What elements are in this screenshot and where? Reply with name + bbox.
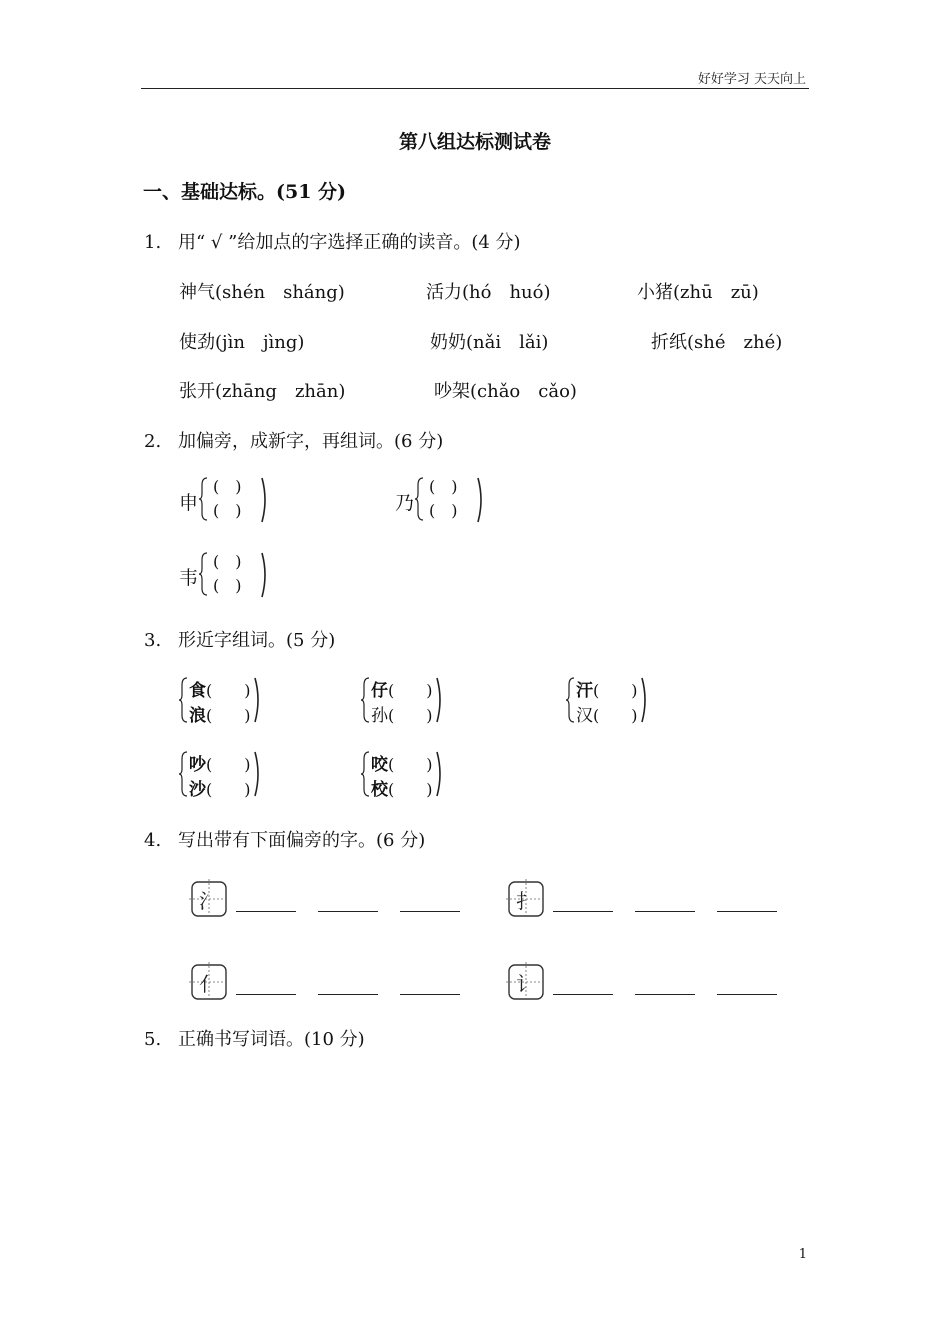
char: 仔 [371,681,388,701]
right-bracket [254,677,262,723]
question-number: 3. [144,630,162,651]
radical-box [506,879,546,919]
right-bracket [436,677,444,723]
radical-character: 扌 [516,889,536,913]
right-bracket [641,677,649,723]
left-brace [415,477,424,521]
radical-character: 氵 [199,889,219,913]
answer-blank[interactable]: ( ) [429,501,458,520]
answer-blank[interactable]: ( ) [429,477,458,496]
section-heading: 一、基础达标。(51 分) [143,181,347,203]
answer-blank[interactable]: ( ) [388,780,433,799]
radical-character: 讠 [516,972,536,996]
left-brace [199,477,208,521]
similar-char-pair [566,676,656,728]
answer-line[interactable] [553,994,613,995]
answer-line[interactable] [318,911,378,912]
left-brace [179,677,188,723]
left-brace [566,677,575,723]
char: 校 [371,780,388,800]
left-brace [361,677,370,723]
header-motto: 好好学习 天天向上 [697,72,806,87]
answer-blank[interactable]: ( ) [593,706,638,725]
left-brace [361,751,370,797]
similar-char-pair [179,676,269,728]
answer-blank[interactable]: ( ) [206,755,251,774]
question-2 [144,427,443,453]
answer-line[interactable] [236,911,296,912]
question-4 [144,826,425,852]
question-text: 用“ √ ”给加点的字选择正确的读音。(4 分) [178,232,521,253]
answer-blank[interactable]: ( ) [206,780,251,799]
answer-blank[interactable]: ( ) [206,681,251,700]
page-title: 第八组达标测试卷 [398,131,551,153]
pinyin-item: 使劲(jìn jìng) [179,332,305,353]
base-character: 乃 [395,492,415,514]
answer-line[interactable] [717,994,777,995]
radical-box [189,962,229,1002]
answer-blank[interactable]: ( ) [213,501,242,520]
question-5 [144,1025,365,1051]
answer-line[interactable] [635,911,695,912]
char: 浪 [189,706,206,726]
pinyin-item: 张开(zhāng zhān) [179,381,346,402]
char: 汉 [576,706,593,726]
question-1 [144,228,521,254]
answer-line[interactable] [318,994,378,995]
question-number: 1. [144,232,162,253]
answer-blank[interactable]: ( ) [213,552,242,571]
pinyin-item: 神气(shén sháng) [179,282,345,303]
char: 食 [189,681,206,701]
char: 汗 [576,681,593,701]
answer-line[interactable] [635,994,695,995]
question-3 [144,626,335,652]
base-character: 申 [179,492,199,514]
pinyin-item: 折纸(shé zhé) [651,332,783,353]
char: 吵 [189,755,206,775]
similar-char-pair [361,676,451,728]
right-bracket [261,552,269,598]
left-brace [199,552,208,596]
right-bracket [254,751,262,797]
right-bracket [261,477,269,523]
pinyin-item: 小猪(zhū zū) [637,282,759,303]
answer-line[interactable] [400,994,460,995]
base-character: 韦 [179,567,199,589]
answer-line[interactable] [553,911,613,912]
left-brace [179,751,188,797]
similar-char-pair [179,750,269,802]
radical-box [189,879,229,919]
question-text: 写出带有下面偏旁的字。(6 分) [178,830,426,851]
answer-blank[interactable]: ( ) [593,681,638,700]
similar-char-pair [361,750,451,802]
answer-blank[interactable]: ( ) [213,477,242,496]
answer-line[interactable] [236,994,296,995]
radical-box [506,962,546,1002]
answer-line[interactable] [400,911,460,912]
answer-line[interactable] [717,911,777,912]
char: 咬 [371,755,388,775]
answer-blank[interactable]: ( ) [213,576,242,595]
right-bracket [436,751,444,797]
char: 沙 [189,780,206,800]
header-rule [141,88,809,89]
pinyin-item: 奶奶(nǎi lǎi) [430,332,549,353]
question-number: 4. [144,830,162,851]
question-number: 2. [144,431,162,452]
answer-blank[interactable]: ( ) [206,706,251,725]
question-text: 加偏旁，成新字，再组词。(6 分) [178,431,444,452]
answer-blank[interactable]: ( ) [388,706,433,725]
radical-group [179,474,274,530]
answer-blank[interactable]: ( ) [388,755,433,774]
radical-group [395,474,490,530]
char: 孙 [371,706,388,726]
question-text: 形近字组词。(5 分) [178,630,336,651]
pinyin-item: 活力(hó huó) [426,282,551,303]
right-bracket [477,477,485,523]
question-number: 5. [144,1029,162,1050]
page-number: 1 [798,1247,807,1262]
pinyin-item: 吵架(chǎo cǎo) [434,381,577,402]
radical-group [179,549,274,605]
question-text: 正确书写词语。(10 分) [178,1029,365,1050]
radical-character: 亻 [199,972,219,996]
answer-blank[interactable]: ( ) [388,681,433,700]
